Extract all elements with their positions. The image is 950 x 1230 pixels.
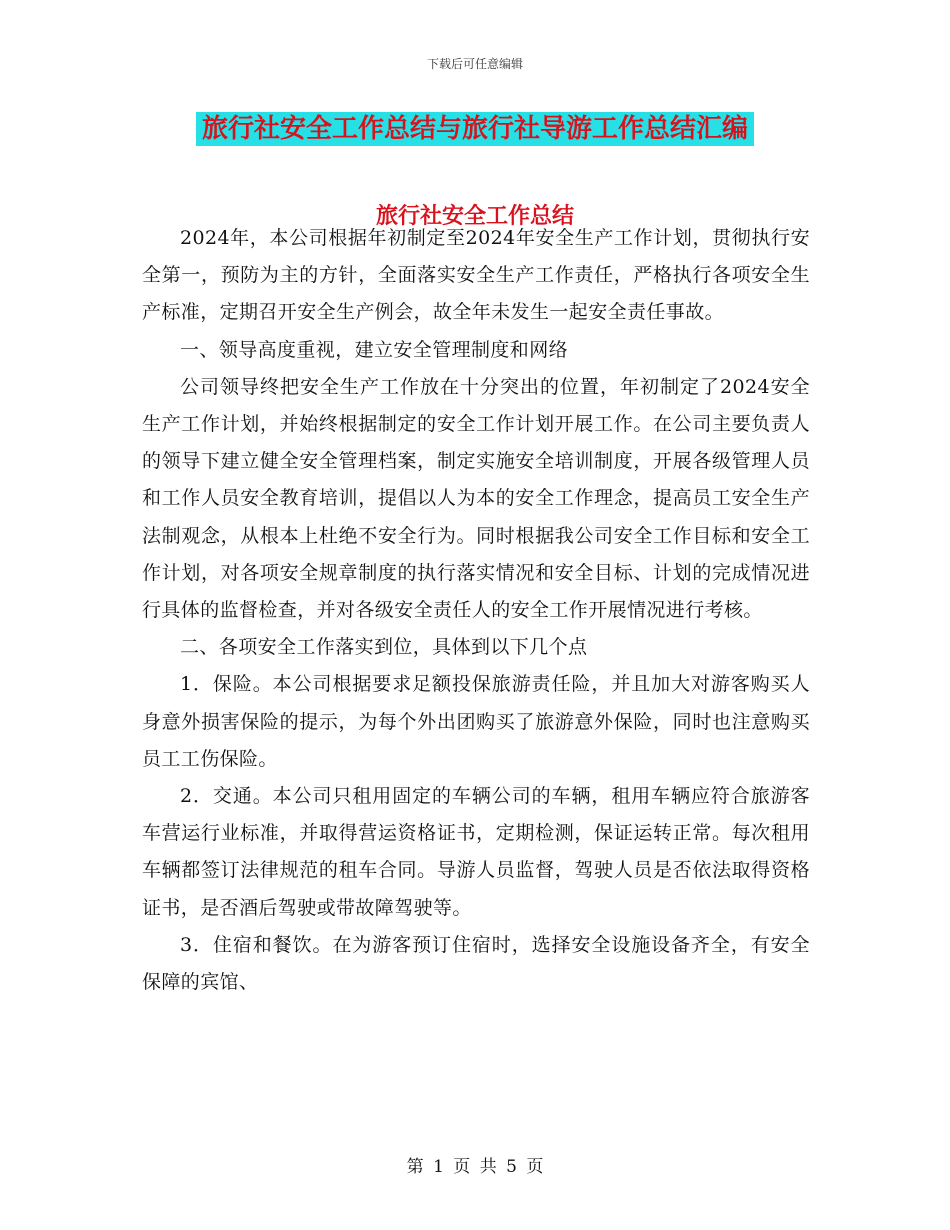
section-title: 旅行社安全工作总结	[375, 204, 574, 229]
paragraph-intro: 2024年，本公司根据年初制定至2024年安全生产工作计划，贯彻执行安全第一，预防为主的方针，全面落实安全生产工作责任，严格执行各项安全生产标准，定期召开安全生产例会，故全年未发生一起安全责任事故。	[142, 227, 810, 324]
paragraph-lodging: 3．住宿和餐饮。在为游客预订住宿时，选择安全设施设备齐全，有安全保障的宾馆、	[142, 933, 810, 994]
page-header-note: 下载后可任意编辑	[426, 57, 523, 71]
paragraph-heading-one: 一、领导高度重视，建立安全管理制度和网络	[180, 338, 569, 361]
paragraph-leadership: 公司领导终把安全生产工作放在十分突出的位置，年初制定了2024安全生产工作计划，并始终根据制定的安全工作计划开展工作。在公司主要负责人的领导下建立健全安全管理档案，制定实施安全培训制度，开展各级管理人员和工作人员安全教育培训，提倡以人为本的安全工作理念，提高员工安全生产法制观念，从根本上杜绝不安全行为。同时根据我公司安全工作目标和安全工作计划，对各项安全规章制度的执行落实情况和安全目标、计划的完成情况进行具体的监督检查，并对各级安全责任人的安全工作开展情况进行考核。	[142, 375, 810, 622]
page-number-footer: 第 1 页 共 5 页	[406, 1157, 544, 1177]
document-body	[142, 220, 810, 1001]
main-title-container	[0, 112, 950, 146]
paragraph-heading-two: 二、各项安全工作落实到位，具体到以下几个点	[180, 636, 588, 659]
document-main-title: 旅行社安全工作总结与旅行社导游工作总结汇编	[196, 112, 754, 146]
paragraph-transport: 2．交通。本公司只租用固定的车辆公司的车辆，租用车辆应符合旅游客车营运行业标准，并取得营运资格证书，定期检测，保证运转正常。每次租用车辆都签订法律规范的租车合同。导游人员监督，驾驶人员是否依法取得资格证书，是否酒后驾驶或带故障驾驶等。	[142, 785, 810, 919]
paragraph-insurance: 1．保险。本公司根据要求足额投保旅游责任险，并且加大对游客购买人身意外损害保险的提示，为每个外出团购买了旅游意外保险，同时也注意购买员工工伤保险。	[142, 673, 810, 770]
